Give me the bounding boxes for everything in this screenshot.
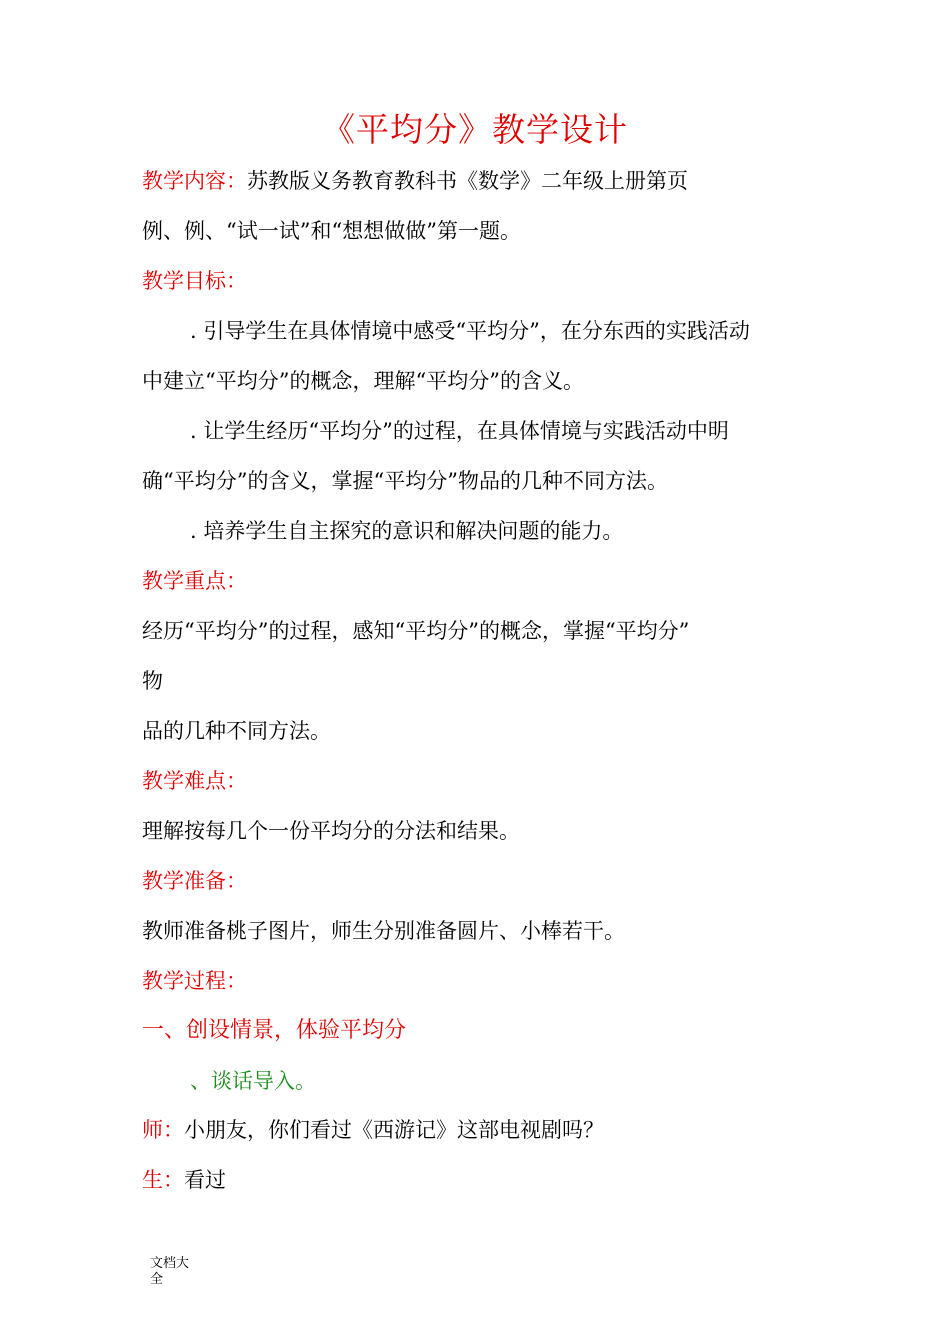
content-text-1: 苏教版义务教育教科书《数学》二年级上册第页 (247, 169, 688, 193)
key-line-2: 物 (142, 669, 163, 693)
student-label: 生： (142, 1168, 184, 1192)
prep-line-1: 教师准备桃子图片，师生分别准备圆片、小棒若干。 (142, 919, 625, 943)
content-line-2: 例、例、“试一试”和“想想做做”第一题。 (142, 219, 521, 243)
teacher-label: 师： (142, 1118, 184, 1142)
subsection-1: 、谈话导入。 (190, 1069, 316, 1093)
goal-2-line-1: . 让学生经历“平均分”的过程，在具体情境与实践活动中明 (190, 419, 729, 443)
content-line-1 (142, 165, 688, 195)
student-line (142, 1164, 226, 1194)
key-label: 教学重点： (142, 569, 247, 593)
prep-label: 教学准备： (142, 869, 247, 893)
goal-2-line-2: 确“平均分”的含义，掌握“平均分”物品的几种不同方法。 (142, 469, 668, 493)
footer-line-2: 全 (150, 1272, 164, 1287)
page-footer (150, 1256, 189, 1288)
teacher-text: 小朋友，你们看过《西游记》这部电视剧吗？ (184, 1118, 604, 1142)
content-label: 教学内容： (142, 169, 247, 193)
process-label: 教学过程： (142, 969, 247, 993)
key-line-1: 经历“平均分”的过程，感知“平均分”的概念，掌握“平均分” (142, 619, 690, 643)
key-line-3: 品的几种不同方法。 (142, 719, 331, 743)
teacher-line (142, 1114, 604, 1144)
goal-1-line-1: . 引导学生在具体情境中感受“平均分”，在分东西的实践活动 (190, 319, 750, 343)
difficulty-line-1: 理解按每几个一份平均分的分法和结果。 (142, 819, 520, 843)
difficulty-label: 教学难点： (142, 769, 247, 793)
document-title: 《平均分》教学设计 (322, 110, 628, 149)
goal-3: . 培养学生自主探究的意识和解决问题的能力。 (190, 519, 624, 543)
footer-line-1: 文档大 (150, 1256, 190, 1271)
goal-1-line-2: 中建立“平均分”的概念，理解“平均分”的含义。 (142, 369, 584, 393)
section-1-heading: 一、创设情景，体验平均分 (142, 1018, 407, 1043)
goals-label: 教学目标： (142, 269, 247, 293)
student-text: 看过 (184, 1168, 226, 1192)
